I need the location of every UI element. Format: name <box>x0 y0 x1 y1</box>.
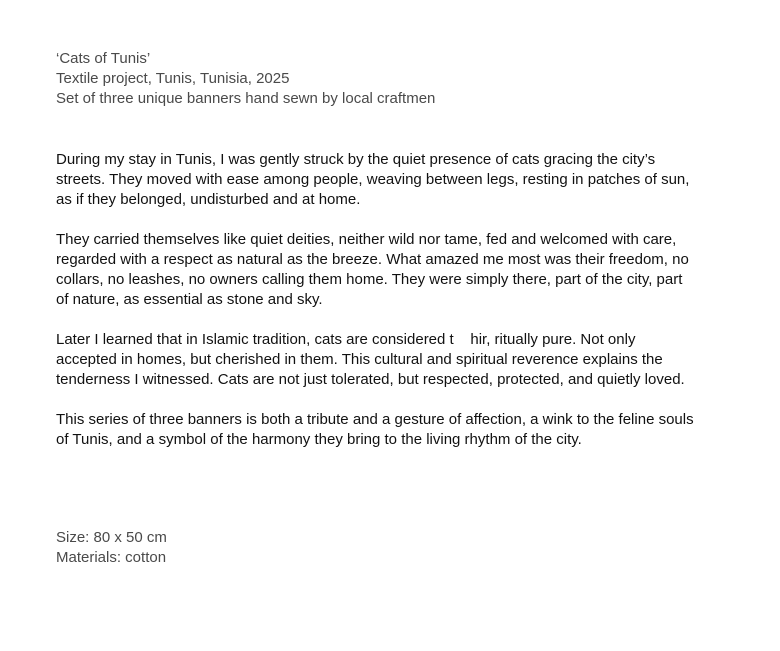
materials-spec: Materials: cotton <box>56 549 167 566</box>
project-header <box>56 49 736 109</box>
size-spec: Size: 80 x 50 cm <box>56 529 167 546</box>
statement-body <box>56 150 736 470</box>
paragraph-4: This series of three banners is both a tribute and a gesture of affection, a wink to the feline souls of Tunis, and a symbol of the harmony they bring to the living rhythm of the city. <box>56 411 698 448</box>
project-info: Textile project, Tunis, Tunisia, 2025 <box>56 70 290 87</box>
paragraph-2: They carried themselves like quiet deities, neither wild nor tame, fed and welcomed with care, regarded with a respect as natural as the breeze. What amazed me most was their freedom, no collars, no leashes, no owners calling them home. They were simply there, part of the city, part of nature, as essential as stone and sky. <box>56 231 693 308</box>
specifications <box>56 528 167 568</box>
project-title: ‘Cats of Tunis’ <box>56 50 151 67</box>
document-page <box>56 49 736 566</box>
paragraph-3: Later I learned that in Islamic tradition, cats are considered t hir, ritually pure. Not only accepted in homes, but cherished in them. This cultural and spiritual reverence explains the tenderness I witnessed. Cats are not just tolerated, but respected, protected, and quietly loved. <box>56 331 685 388</box>
project-description: Set of three unique banners hand sewn by local craftmen <box>56 90 436 107</box>
paragraph-1: During my stay in Tunis, I was gently struck by the quiet presence of cats gracing the city’s streets. They moved with ease among people, weaving between legs, resting in patches of sun, as if they belonged, undisturbed and at home. <box>56 151 694 208</box>
